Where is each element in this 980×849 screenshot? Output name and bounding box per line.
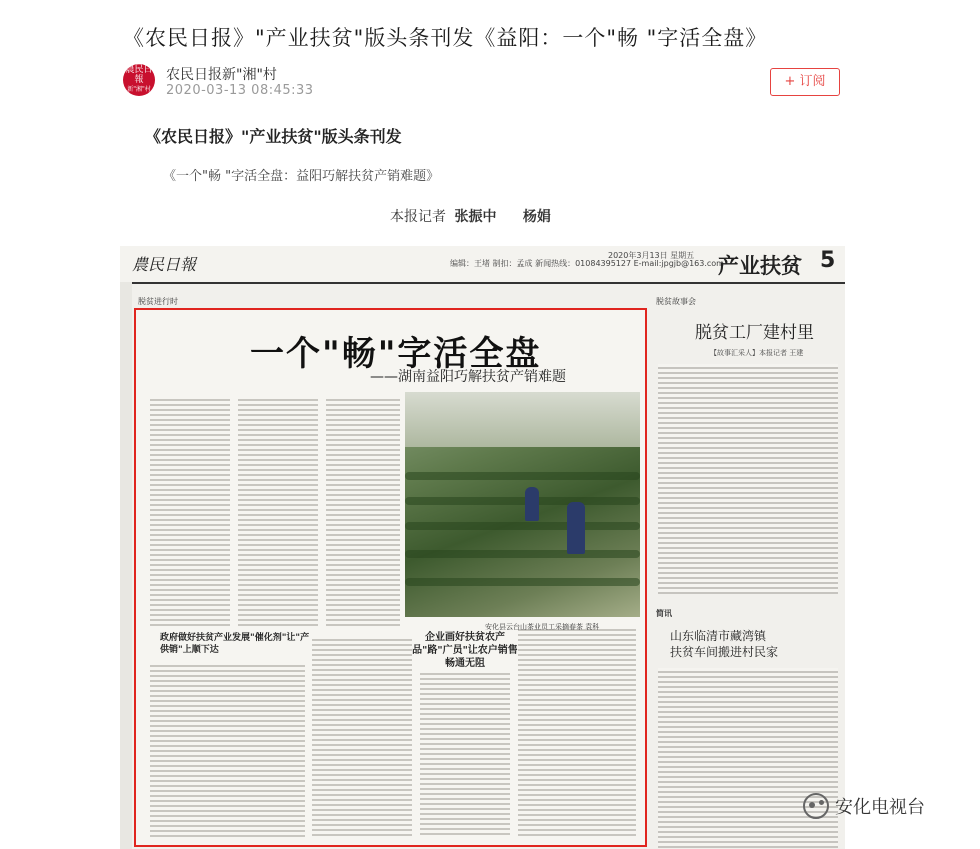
text-block [420,670,510,836]
left-margin-strip [120,282,132,849]
right-column [650,282,845,849]
masthead-info: 编辑：王堵 制扣：孟成 新闻热线：01084395127 E-mail:jpgjb@163.com [450,259,724,268]
subhead-left: 政府做好扶贫产业发展"催化剂"让"产供销"上顺下达 [160,633,310,655]
masthead-name: 農民日報 [132,255,197,274]
article-title: 《农民日报》"产业扶贫"版头条刊发《益阳：一个"畅 "字活全盘》 [123,26,768,50]
text-block [658,364,838,594]
newspaper-masthead [120,246,845,284]
logo-text: 農民日報 [125,65,153,85]
body-quote: 《一个"畅 "字活全盘：益阳巧解扶贫产销难题》 [163,169,440,184]
subhead-right: 企业画好扶贫农产品"路"广员"让农户销售畅通无阻 [412,632,518,669]
text-block [658,668,838,848]
masthead-date: 2020年3月13日 星期五 [608,251,695,260]
tea-garden-photo [405,392,640,617]
text-block [150,662,305,837]
news-brief-title: 山东临清市藏湾镇 扶贫车间搬进村民家 [670,629,779,659]
logo-sub: 新"湘"村 [127,86,151,93]
photo-caption: 安化县云台山茶业员工采摘春茶 袁科 [485,623,600,631]
publish-date: 2020-03-13 08:45:33 [166,83,314,98]
right-column-title: 脱贫工厂建村里 [695,323,814,343]
byline-prefix: 本报记者 [390,209,446,225]
news-brief-tag: 简讯 [656,609,672,618]
body-headline: 《农民日报》"产业扶贫"版头条刊发 [145,127,402,146]
main-article-subtitle: ——湖南益阳巧解扶贫产销难题 [370,369,566,385]
subscribe-button[interactable]: + 订阅 [770,68,840,96]
account-name[interactable]: 农民日报新"湘"村 [166,67,277,83]
tv-station-logo-icon [803,793,829,819]
page-number: 5 [820,248,836,273]
main-article-title: 一个"畅"字活全盘 [250,334,542,374]
text-block [326,396,400,626]
text-block [518,626,636,836]
newspaper-image[interactable] [120,246,845,849]
reporter-2: 杨娟 [522,209,551,225]
account-avatar[interactable] [123,64,155,96]
watermark [803,793,925,819]
column-tag: 脱贫进行时 [138,297,178,306]
right-column-byline: 【故事汇采人】本报记者 王建 [710,349,804,357]
text-block [312,636,412,836]
right-column-tag: 脱贫故事会 [656,297,696,306]
watermark-text: 安化电视台 [835,797,925,818]
text-block [150,396,230,626]
byline [390,206,551,226]
text-block [238,396,318,626]
reporter-1: 张振中 [454,209,497,225]
section-name: 产业扶贫 [718,254,802,278]
